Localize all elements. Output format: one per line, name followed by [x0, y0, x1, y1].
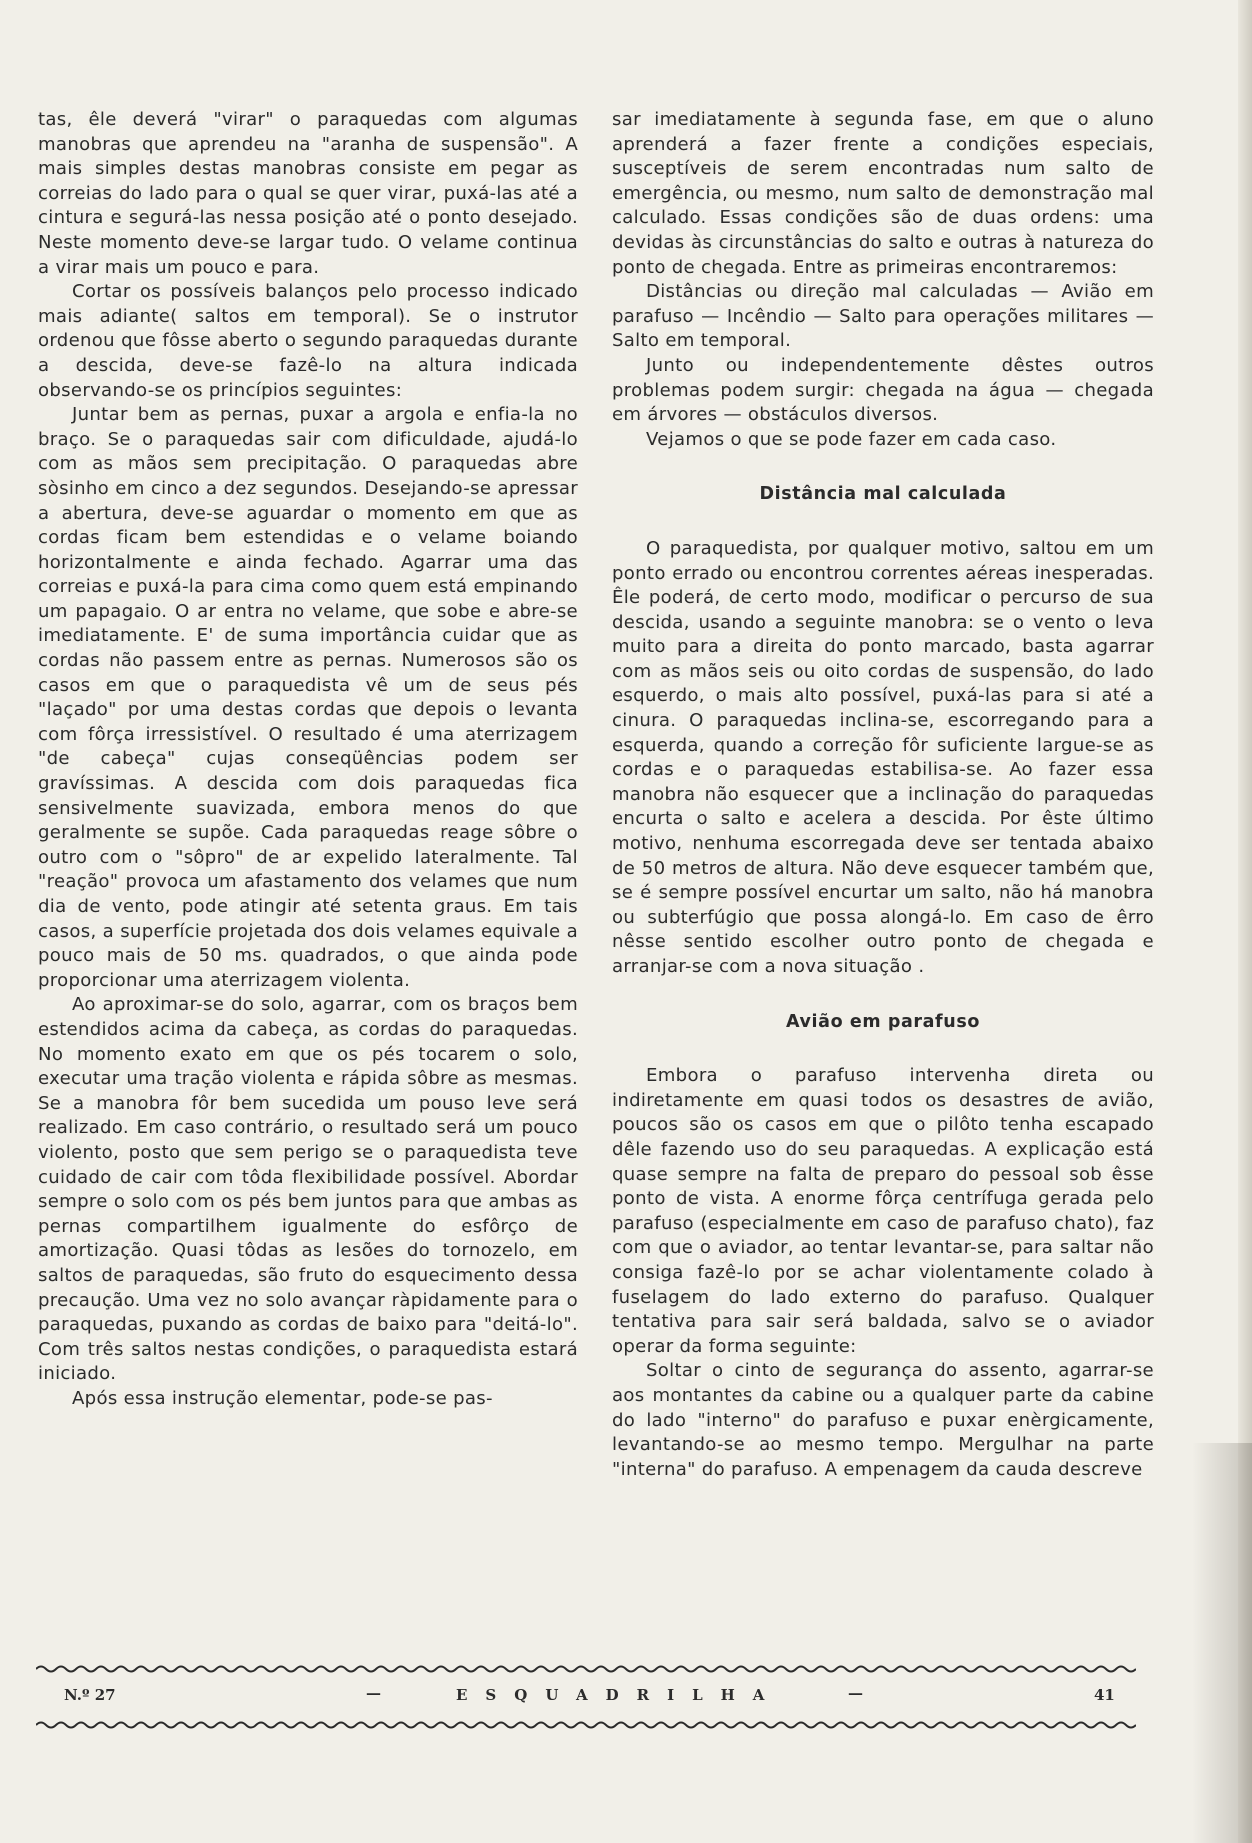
footer-dash-left: —: [366, 1684, 381, 1702]
paragraph: sar imediatamente à segunda fase, em que o aluno aprenderá a fazer frente a condições especiais, susceptíveis de serem encontradas num salto de emergência, ou mesmo, num salto de demonstração mal calculado. Essas condições são de duas ordens: uma devidas às circunstâncias do salto e outras à natureza do ponto de chegada. Entre as primeiras encontraremos:: [612, 109, 1154, 278]
paragraph: Juntar bem as pernas, puxar a argola e enfia-la no braço. Se o paraquedas sair com dificuldade, ajudá-lo com as mãos sem precipitação. O paraquedas abre sòsinho em cinco a dez segundos. Desejando-se apressar a abertura, deve-se aguardar o momento em que as cordas ficam bem estendidas e o velame boiando horizontalmente e ainda fechado. Agarrar uma das correias e puxá-la para cima como quem está empinando um papagaio. O ar entra no velame, que sobe e abre-se imediatamente. E' de suma importância cuidar que as cordas não passem entre as pernas. Numerosos são os casos em que o paraquedista vê um de seus pés "laçado" por uma destas cordas que depois o levanta com fôrça irressistível. O resultado é uma aterrizagem "de cabeça" cujas conseqüências podem ser gravíssimas. A descida com dois paraquedas fica sensivelmente suavizada, embora menos do que geralmente se supõe. Cada paraquedas reage sôbre o outro com o "sôpro" de ar expelido lateralmente. Tal "reação" provoca um afastamento dos velames que num dia de vento, pode atingir até setenta graus. Em tais casos, a superfície projetada dos dois velames equivale a pouco mais de 50 ms. quadrados, o que ainda pode proporcionar uma aterrizagem violenta.: [38, 404, 578, 991]
paragraph: Distâncias ou direção mal calculadas — Avião em parafuso — Incêndio — Salto para operações militares — Salto em temporal.: [612, 281, 1154, 352]
right-column: [612, 108, 1154, 1482]
page-footer: [36, 1664, 1136, 1730]
issue-number: N.º 27: [64, 1686, 116, 1704]
section-heading-spin: Avião em parafuso: [786, 1011, 980, 1032]
paragraph: Soltar o cinto de segurança do assento, agarrar-se aos montantes da cabine ou a qualquer parte da cabine do lado "interno" do parafuso e puxar enèrgicamente, levantando-se ao mesmo tempo. Mergulhar na parte "interna" do parafuso. A empenagem da cauda descreve: [612, 1360, 1154, 1480]
paragraph: O paraquedista, por qualquer motivo, saltou em um ponto errado ou encontrou correntes aéreas inesperadas. Êle poderá, de certo modo, modificar o percurso de sua descida, usando a seguinte manobra: se o vento o leva muito para a direita do ponto marcado, basta agarrar com as mãos seis ou oito cordas de suspensão, do lado esquerdo, o mais alto possível, puxá-las para si até a cinura. O paraquedas inclina-se, escorregando para a esquerda, quando a correção fôr suficiente largue-se as cordas e o paraquedas estabilisa-se. Ao fazer essa manobra não esquecer que a inclinação do paraquedas encurta o salto e acelera a descida. Por êste último motivo, nenhuma escorregada deve ser tentada abaixo de 50 metros de altura. Não deve esquecer também que, se é sempre possível encurtar um salto, não há manobra ou subterfúgio que possa alongá-lo. Em caso de êrro nêsse sentido escolher outro ponto de chegada e arranjar-se com a nova situação .: [612, 537, 1154, 977]
wavy-rule-top: [36, 1664, 1136, 1674]
paragraph: Vejamos o que se pode fazer em cada caso.: [646, 428, 1057, 450]
footer-dash-right: —: [848, 1684, 863, 1702]
left-column: [38, 108, 578, 1411]
paragraph: Após essa instrução elementar, pode-se pas-: [72, 1387, 493, 1409]
paragraph: Junto ou independentemente dêstes outros problemas podem surgir: chegada na água — chegada em árvores — obstáculos diversos.: [612, 354, 1154, 426]
paragraph: tas, êle deverá "virar" o paraquedas com algumas manobras que aprendeu na "aranha de suspensão". A mais simples destas manobras consiste em pegar as correias do lado para o qual se quer virar, puxá-las até a cintura e segurá-las nessa posição até o ponto desejado. Neste momento deve-se largar tudo. O velame continua a virar mais um pouco e para.: [38, 109, 578, 278]
paragraph: Embora o parafuso intervenha direta ou indiretamente em quasi todos os desastres de avião, poucos são os casos em que o pilôto tenha escapado dêle fazendo uso do seu paraquedas. A explicação está quase sempre na falta de preparo do pessoal sob êsse ponto de vista. A enorme fôrça centrífuga gerada pelo parafuso (especialmente em caso de parafuso chato), faz com que o aviador, ao tentar levantar-se, para saltar não consiga fazê-lo por se achar violentamente colado à fuselagem do lado externo do parafuso. Qualquer tentativa para sair será baldada, salvo se o aviador operar da forma seguinte:: [612, 1065, 1154, 1357]
section-heading-distance: Distância mal calculada: [759, 484, 1007, 505]
footer-line: [36, 1684, 1136, 1708]
magazine-title: ESQUADRILHA: [456, 1686, 783, 1704]
wavy-rule-bottom: [36, 1720, 1136, 1730]
paragraph: Cortar os possíveis balanços pelo processo indicado mais adiante( saltos em temporal). Se o instrutor ordenou que fôsse aberto o segundo paraquedas durante a descida, deve-se fazê-lo na altura indicada observando-se os princípios seguintes:: [38, 281, 578, 401]
paragraph: Ao aproximar-se do solo, agarrar, com os braços bem estendidos acima da cabeça, as cordas do paraquedas. No momento exato em que os pés tocarem o solo, executar uma tração violenta e rápida sôbre as mesmas. Se a manobra fôr bem sucedida um pouso leve será realizado. Em caso contrário, o resultado será um pouco violento, posto que sem perigo se o paraquedista teve cuidado de cair com tôda flexibilidade possível. Abordar sempre o solo com os pés bem juntos para que ambas as pernas compartilhem igualmente do esfôrço de amortização. Quasi tôdas as lesões do tornozelo, em saltos de paraquedas, são fruto do esquecimento dessa precaução. Uma vez no solo avançar ràpidamente para o paraquedas, puxando as cordas de baixo para "deitá-lo". Com três saltos nestas condições, o paraquedista estará iniciado.: [38, 994, 578, 1385]
page-number: 41: [1094, 1686, 1115, 1704]
corner-shadow: [1192, 1443, 1252, 1843]
